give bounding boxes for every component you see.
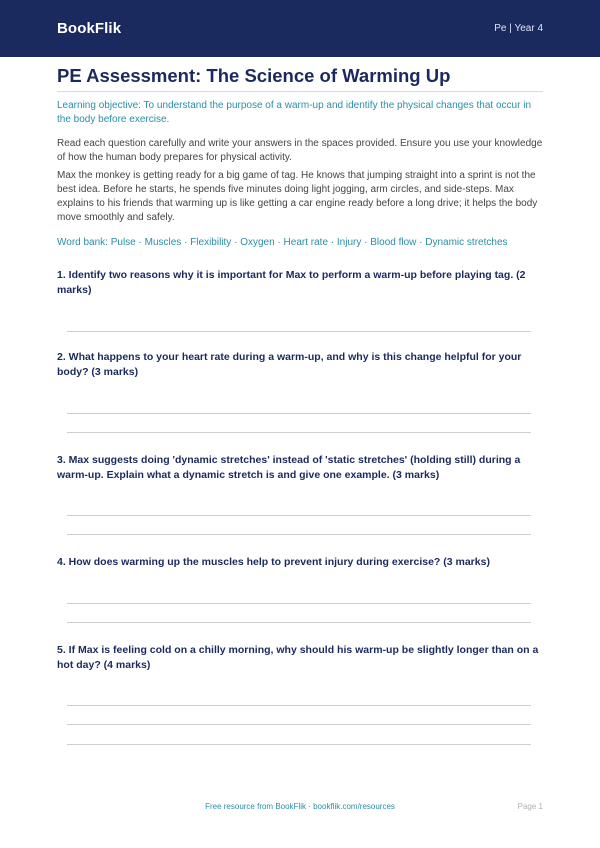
answer-line[interactable]	[67, 705, 531, 706]
answer-line[interactable]	[67, 515, 531, 516]
answer-line[interactable]	[67, 744, 531, 745]
story-text: Max the monkey is getting ready for a big game of tag. He knows that jumping straight into a sprint is not the best idea. Before he starts, he spends five minutes doing light jogging, arm circles, and side-steps. Max explains to his friends that warming up is like getting a car engine ready before a long drive; it helps the body move smoothly and safely.	[57, 170, 538, 223]
subject-year-label: Pe | Year 4	[494, 23, 543, 34]
answer-line[interactable]	[67, 413, 531, 414]
word-bank: Word bank: Pulse · Muscles · Flexibility · Oxygen · Heart rate · Injury · Blood flow · Dynamic stretches	[57, 237, 508, 248]
answer-line[interactable]	[67, 603, 531, 604]
answer-line[interactable]	[67, 724, 531, 725]
learning-objective: Learning objective: To understand the purpose of a warm-up and identify the physical changes that occur in the body before exercise.	[57, 100, 531, 125]
question-4: 4. How does warming up the muscles help to prevent injury during exercise? (3 marks)	[57, 556, 490, 568]
page-header	[0, 0, 600, 57]
instructions-text: Read each question carefully and write your answers in the spaces provided. Ensure you use your knowledge of how the human body prepares for physical activity.	[57, 138, 543, 163]
question-5: 5. If Max is feeling cold on a chilly morning, why should his warm-up be slightly longer than on a hot day? (4 marks)	[57, 644, 539, 671]
question-1: 1. Identify two reasons why it is important for Max to perform a warm-up before playing tag. (2 marks)	[57, 269, 526, 296]
answer-line[interactable]	[67, 534, 531, 535]
page-title: PE Assessment: The Science of Warming Up	[57, 65, 451, 86]
answer-line[interactable]	[67, 622, 531, 623]
question-2: 2. What happens to your heart rate during a warm-up, and why is this change helpful for your body? (3 marks)	[57, 351, 522, 378]
title-divider	[57, 91, 543, 92]
question-3: 3. Max suggests doing 'dynamic stretches' instead of 'static stretches' (holding still) during a warm-up. Explain what a dynamic stretch is and give one example. (3 marks)	[57, 454, 521, 481]
brand-logo[interactable]: BookFlik	[57, 20, 122, 37]
page-number: Page 1	[517, 802, 543, 811]
footer-credit[interactable]: Free resource from BookFlik · bookflik.com/resources	[205, 802, 395, 811]
answer-line[interactable]	[67, 432, 531, 433]
answer-line[interactable]	[67, 331, 531, 332]
